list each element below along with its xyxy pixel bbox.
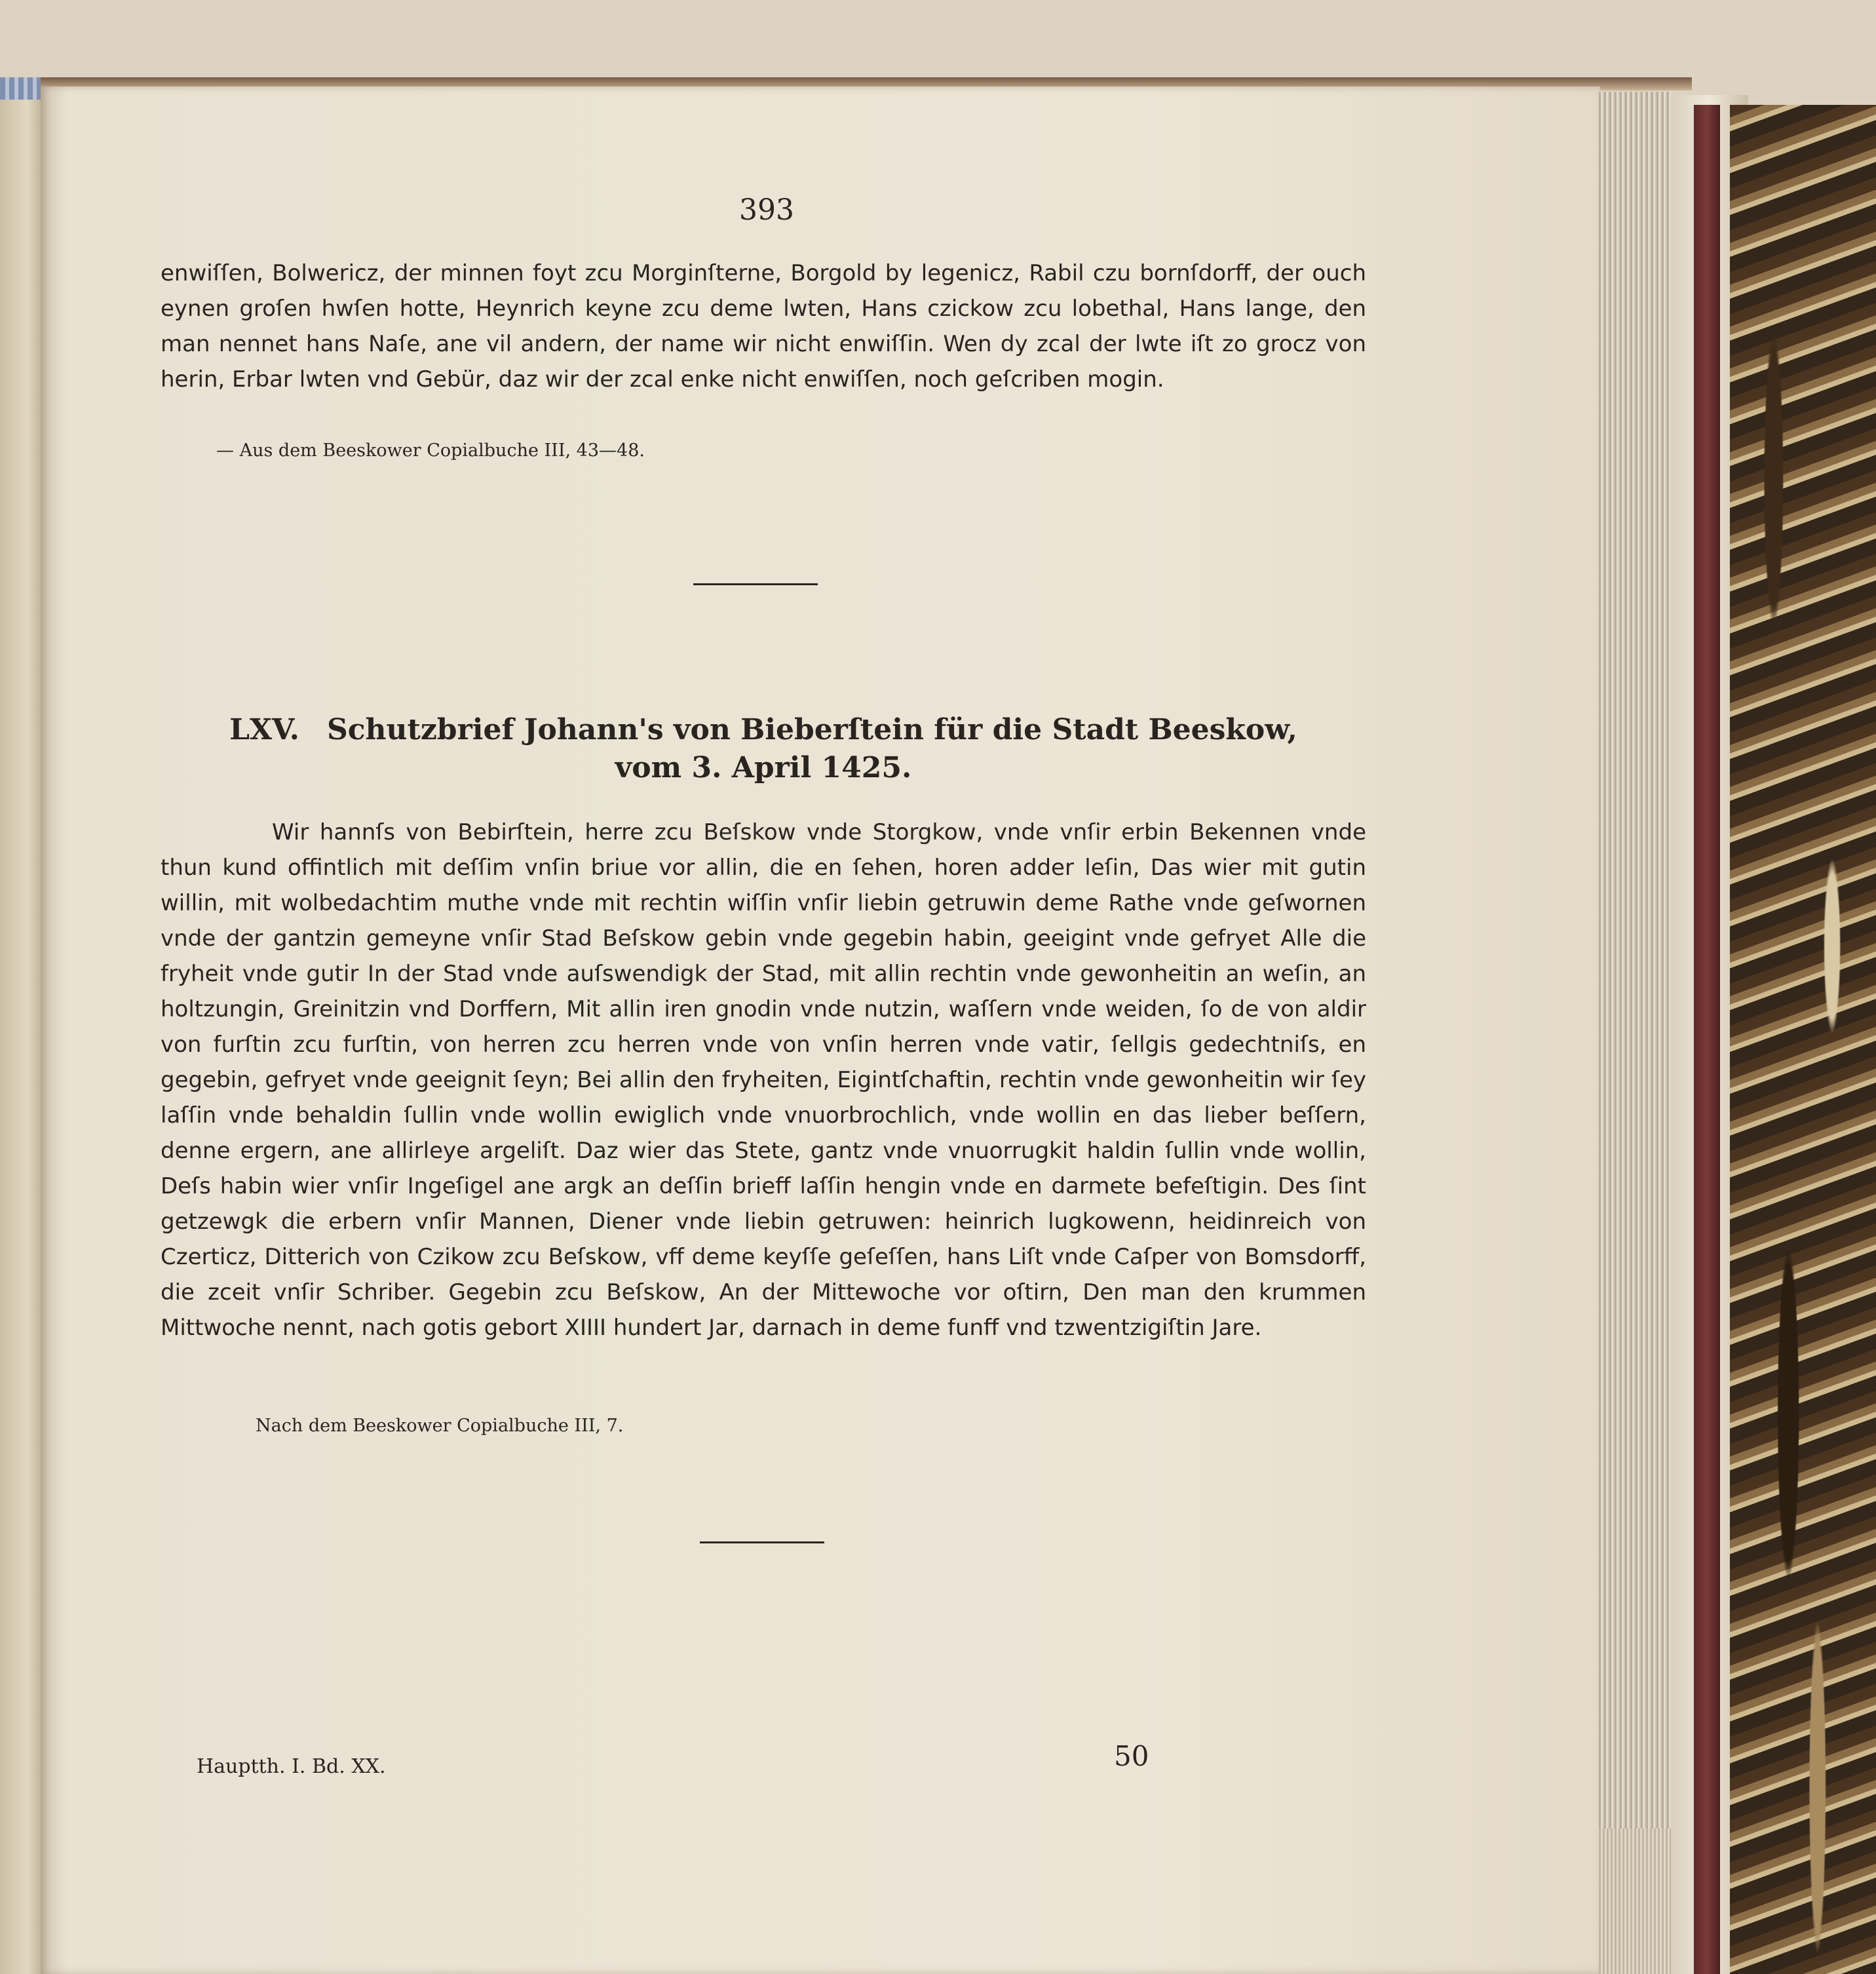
section-divider-bottom [700,1541,824,1543]
top-paragraph: enwiſſen, Bolwericz, der minnen foyt zcu Morginſterne, Borgold by legenicz, Rabil czu bornſdorff, der ouch eynen groſen hwſen hotte, Heynrich keyne zcu deme lwten, Hans czickow zcu lobethal, Hans lange, den man nennet hans Naſe, ane vil andern, der name wir nicht enwiſſin. Wen dy zcal der lwte iſt zo grocz von herin, Erbar lwten vnd Gebür, daz wir der zcal enke nicht enwiſſen, noch geſcriben mogin. [161,260,1366,393]
main-paragraph: Wir hannſs von Bebirſtein, herre zcu Beſskow vnde Storgkow, vnde vnſir erbin Bekennen vnde thun kund offintlich mit deſſim vnſin briue vor allin, die en ſehen, horen adder leſin, Das wier mit gutin willin, mit wolbedachtim muthe vnde mit rechtin wiſſin vnſir liebin getruwin deme Rathe vnde geſwornen vnde der gantzin gemeyne vnſir Stad Beſskow gebin vnde gegebin habin, geeigint vnde gefryet Alle die fryheit vnde gutir In der Stad vnde auſswendigk der Stad, mit allin rechtin vnde gewonheitin an weſin, an holtzungin, Greinitzin vnd Dorffern, Mit allin iren gnodin vnde nutzin, waſſern vnde weiden, ſo de von aldir von furſtin zcu furſtin, von herren zcu herren vnde von vnſin herren vnde vatir, ſellgis gedechtniſs, en gegebin, gefryet vnde geeignit ſeyn; Bei allin den fryheiten, Eigintſchaftin, rechtin vnde gewonheitin wir ſey laſſin vnde behaldin ſullin vnde wollin ewiglich vnde vnuorbrochlich, vnde wollin en das lieber beſſern, denne ergern, ane allirleye argeliſt. Daz wier das Stete, gantz vnde vnuorrugkit haldin ſullin vnde wollin, Deſs habin wier vnſir Ingeſigel ane argk an deſſin brieff laſſin hengin vnde en darmete befeſtigin. Des ſint getzewgk die erbern vnſir Mannen, Diener vnde liebin getruwen: heinrich lugkowenn, heidinreich von Czerticz, Ditterich von Czikow zcu Beſskow, vff deme keyſſe geſeſſen, hans Liſt vnde Caſper von Bomsdorff, die zceit vnſir Schriber. Gegebin zcu Beſskow, An der Mittewoche vor oſtirn, Den man den krummen Mittwoche nennt, nach gotis gebort XIIII hundert Jar, darnach in deme funff vnd tzwentzigiſtin Jare. [161,819,1366,1341]
footer-signature: Hauptth. I. Bd. XX. [197,1755,386,1778]
main-paragraph-block [161,815,1366,1345]
section-heading [161,711,1366,787]
section-title: Schutzbrief Johann's von Bieberſtein für die Stadt Beeskow, [326,713,1297,746]
section-title-line1 [161,711,1366,749]
section-number: LXV. [229,713,299,746]
main-source-citation: Nach dem Beeskower Copialbuche III, 7. [256,1416,624,1436]
section-divider-top [693,583,818,585]
page-number: 393 [739,193,794,227]
top-paragraph-block [161,256,1366,397]
footer-sheet-number: 50 [1114,1740,1149,1772]
top-source-citation: — Aus dem Beeskower Copialbuche III, 43—48. [216,440,645,461]
section-date: vom 3. April 1425. [615,751,912,784]
